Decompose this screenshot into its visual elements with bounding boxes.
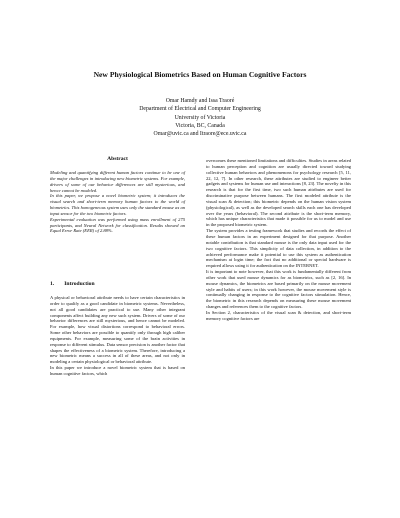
body-paragraph: The system provides a testing framework that studies and records the effect of these human factors in an experiment designed for that purpose. Another notable contribution is that standard mouse is the only data input used for the two cognitive factors. This simplicity of data collection, in addition to the achieved performance make it potential to use this system as authentication mechanism at login time; the fact that no additional or special hardware is required allows using it for authentication on the INTERNET. xyxy=(206,228,351,269)
body-paragraph: overcomes these mentioned limitations and difficulties. Studies in areas related to human perception and cognition are usually directed toward studying collective human behaviors and phenomenons for psychology research [5, 11, 22, 12, 7]. In other research, these attributes are studied to engineer better gadgets and systems for human use and interactions [8, 23]. The novelty in this research is that for the first time, two such human attributes are used for discriminative purpose between humans. The first modeled attribute is the visual scan & detection; this biometric depends on the human vision system (physiological), as well as the developed search skills each one has developed over the years (behavioral). The second attribute is the short-term memory, which has unique characteristics that made it possible for us to model and use in the proposed biometric system. xyxy=(206,158,351,228)
section-title: Introduction xyxy=(64,281,95,287)
abstract-paragraph: In this paper, we propose a novel biometric system; it introduces the visual search and short-term memory human factors to the world of biometrics. This homogeneous system uses only the standard mouse as an input sensor for the two biometric factors. xyxy=(50,193,185,216)
abstract-body xyxy=(50,170,185,234)
author-block xyxy=(0,97,400,138)
author-university: University of Victoria xyxy=(174,114,226,121)
abstract-heading: Abstract xyxy=(107,156,128,162)
section-number: 1. xyxy=(50,281,55,287)
section-heading xyxy=(50,281,105,287)
author-emails: Omar@uvic.ca and Itraore@ece.uvic.ca xyxy=(153,131,247,138)
body-paragraph: In Section 2, characteristics of the visual scan & detection, and short-term memory cognitive factors are xyxy=(206,309,351,321)
body-paragraph: It is important to note however, that this work is fundamentally different from other work that used mouse dynamics for as biometrics, such as [2, 16]. In mouse dynamics, the biometrics are based primarily on the mouse movement style and habits of users; in this work however, the mouse movement style is continually changing in response to the cognitive factors stimulation. Hence, the biometric in this research depends on measuring these mouse movement changes and references them to the cognitive factors. xyxy=(206,269,351,310)
abstract-paragraph: Modeling and quantifying different human factors continue to be one of the major challenges in introducing new biometric systems. For example, drivers of some of our behavior differences are still mysterious, and hence cannot be modeled. xyxy=(50,170,185,193)
author-location: Victoria, BC, Canada xyxy=(175,122,225,129)
author-department: Department of Electrical and Computer Engineering xyxy=(139,106,261,113)
abstract-paragraph: Experimental evaluation was performed using mass enrollment of 275 participants, and Neural Network for classification. Results showed an Equal Error Rate (EER) of 2.88%. xyxy=(50,216,185,234)
introduction-body xyxy=(50,295,185,377)
paper-title: New Physiological Biometrics Based on Human Cognitive Factors xyxy=(93,70,307,79)
right-column-body xyxy=(206,158,351,322)
author-names: Omar Hamdy and Issa Traoré xyxy=(165,98,235,104)
intro-paragraph: In this paper we introduce a novel biometric system that is based on human cognitive factors, which xyxy=(50,365,185,376)
intro-paragraph: A physical or behavioral attribute needs to have certain characteristics in order to qualify as a good candidate in biometric systems. Nevertheless, not all good candidates are practical to use. Many other integrant components affect building any new such system. Drivers of some of our behavior differences are still mysterious, and hence cannot be modeled. For example, how visual distortions correspond to behavioral errors. Some other behaviors are possible to quantify only through high caliber equipments. For example, measuring some of the brain activities in response to different stimulus. Data sensor precision is another factor that shapes the effectiveness of a biometric system. Therefore, introducing a new biometric means a success in all of these areas, and not only in modeling a certain physiological or behavioral attribute. xyxy=(50,295,185,365)
